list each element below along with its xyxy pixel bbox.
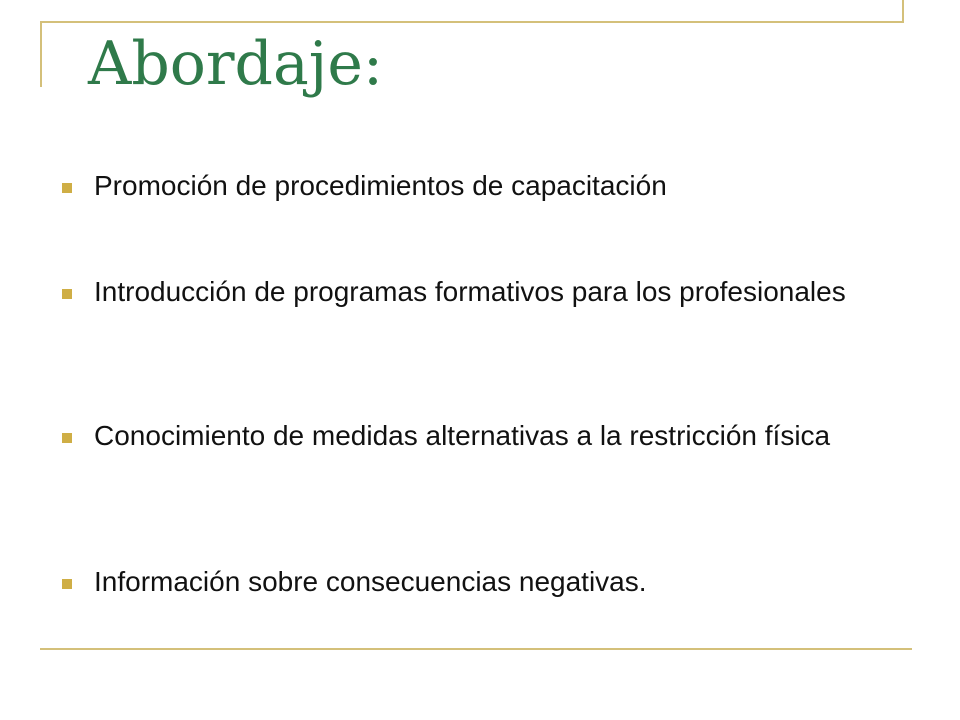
bullet-text: Promoción de procedimientos de capacitación: [94, 170, 667, 201]
bullet-item: [62, 169, 922, 203]
square-bullet-icon: [62, 433, 72, 443]
square-bullet-icon: [62, 183, 72, 193]
square-bullet-icon: [62, 579, 72, 589]
square-bullet-icon: [62, 289, 72, 299]
bullet-text: Información sobre consecuencias negativas.: [94, 566, 647, 597]
bullet-text: Introducción de programas formativos para los profesionales: [94, 276, 846, 307]
bullet-item: [62, 275, 922, 309]
slide-title: Abordaje:: [88, 29, 384, 99]
bullet-item: [62, 419, 922, 453]
bullet-text: Conocimiento de medidas alternativas a la restricción física: [94, 420, 831, 451]
bullet-item: [62, 565, 922, 599]
